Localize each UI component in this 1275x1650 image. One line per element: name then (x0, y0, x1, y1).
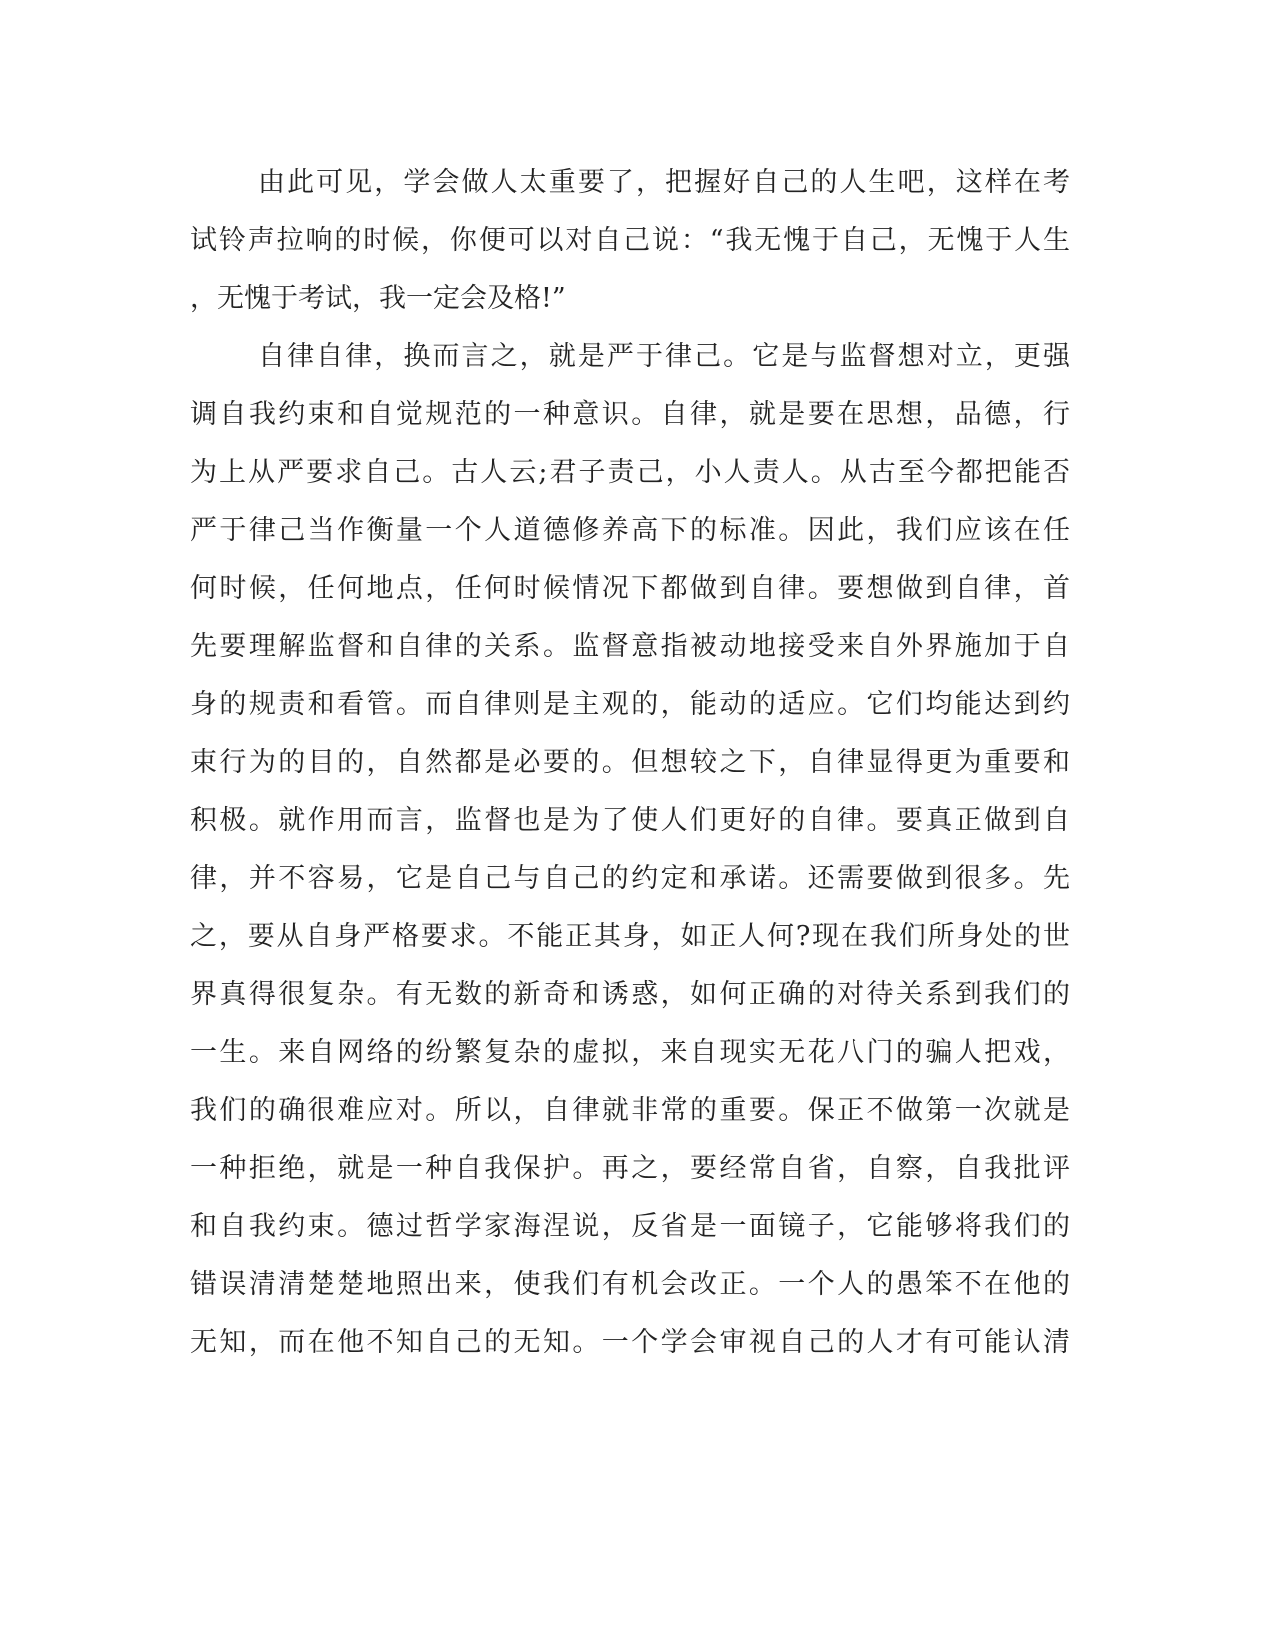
paragraph-2-line-4: 严于律己当作衡量一个人道德修养高下的标准。因此，我们应该在任 (190, 515, 1070, 546)
paragraph-2-line-8: 束行为的目的，自然都是必要的。但想较之下，自律显得更为重要和 (190, 747, 1070, 778)
paragraph-2-line-16: 和自我约束。德过哲学家海涅说，反省是一面镜子，它能够将我们的 (190, 1211, 1070, 1242)
paragraph-2-line-17: 错误清清楚楚地照出来，使我们有机会改正。一个人的愚笨不在他的 (190, 1269, 1070, 1300)
paragraph-2-line-7: 身的规责和看管。而自律则是主观的，能动的适应。它们均能达到约 (190, 689, 1070, 720)
paragraph-2-line-2: 调自我约束和自觉规范的一种意识。自律，就是要在思想，品德，行 (190, 399, 1070, 430)
paragraph-2-line-15: 一种拒绝，就是一种自我保护。再之，要经常自省，自察，自我批评 (190, 1153, 1070, 1184)
paragraph-2-line-6: 先要理解监督和自律的关系。监督意指被动地接受来自外界施加于自 (190, 631, 1070, 662)
paragraph-1-line-3: ，无愧于考试，我一定会及格!” (190, 283, 566, 314)
paragraph-2-line-10: 律，并不容易，它是自己与自己的约定和承诺。还需要做到很多。先 (190, 863, 1070, 894)
paragraph-2-line-18: 无知，而在他不知自己的无知。一个学会审视自己的人才有可能认清 (190, 1327, 1070, 1358)
paragraph-2-line-9: 积极。就作用而言，监督也是为了使人们更好的自律。要真正做到自 (190, 805, 1070, 836)
paragraph-2-line-5: 何时候，任何地点，任何时候情况下都做到自律。要想做到自律，首 (190, 573, 1070, 604)
paragraph-2-line-1: 自律自律，换而言之，就是严于律己。它是与监督想对立，更强 (258, 341, 1070, 372)
paragraph-2-line-11: 之，要从自身严格要求。不能正其身，如正人何?现在我们所身处的世 (190, 921, 1070, 952)
paragraph-2-line-12: 界真得很复杂。有无数的新奇和诱惑，如何正确的对待关系到我们的 (190, 979, 1070, 1010)
paragraph-2-line-13: 一生。来自网络的纷繁复杂的虚拟，来自现实无花八门的骗人把戏， (190, 1037, 1070, 1068)
paragraph-1-line-2: 试铃声拉响的时候，你便可以对自己说：“我无愧于自己，无愧于人生 (190, 225, 1070, 256)
paragraph-2-line-3: 为上从严要求自己。古人云;君子责己，小人责人。从古至今都把能否 (190, 457, 1070, 488)
paragraph-1-line-1: 由此可见，学会做人太重要了，把握好自己的人生吧，这样在考 (258, 167, 1070, 198)
paragraph-2-line-14: 我们的确很难应对。所以，自律就非常的重要。保正不做第一次就是 (190, 1095, 1070, 1126)
